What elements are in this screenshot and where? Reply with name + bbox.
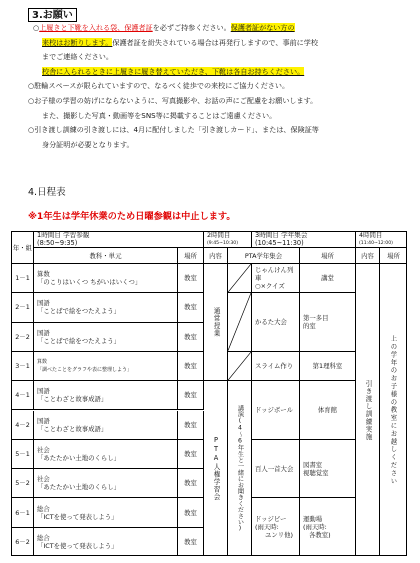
subject-cell: 国語 「ことばで絵をつたえよう」 [34, 293, 178, 322]
pta-blank-2 [228, 293, 252, 352]
subject-cell: 総合 「ICTを使って発表しよう」 [34, 498, 178, 527]
subject-cell: 国語 「ことわざと故事成語」 [34, 411, 178, 440]
request-pickup: ○引き渡し訓練の引き渡しには、4月に配付しました「引き渡しカード」、または、保険証等 [28, 125, 319, 135]
p2-pta-human-rights: PTA人権学習会 [204, 381, 228, 556]
pta-activity-dodgeball: ドッジボール [252, 381, 300, 440]
header-place1: 場所 [178, 248, 204, 264]
p4-pickup-drill: 引き渡し訓練実施 [356, 264, 380, 556]
pta-blank-1 [228, 264, 252, 293]
header-period1: 1時間目 学習参観 (8:50~9:35) [34, 232, 204, 248]
pta-activity-janken: じゃんけん列車 ○×クイズ [252, 264, 300, 293]
p2-regular-class: 通常授業 [204, 264, 228, 381]
pta-place-ground: 運動場 (雨天時: 各教室) [300, 498, 356, 556]
grade-cell: 6－2 [12, 528, 34, 556]
grade-cell: 4－2 [12, 411, 34, 440]
section-3: 3.お願い ○上履きと下靴を入れる袋、保護者証を必ずご持参ください。保護者証がない方の 来校はお断りします。保護者証を紛失されている場合は再発行しますので、事前に学校 までご連絡ください。 校舎に入られるときに上履きに履き替えていただき、下靴は各自お持ちください。 ○駐輪スペースが限られていますので、なるべく徒歩での来校にご協力ください。 ○お子様の学習の妨げにならないように、写真撮影や、お話の声にご配慮をお願いします。 また、撮影した写真・動画等をSNS等に掲載することはご遠慮ください。 ○引き渡し訓練の引き渡しには、4月に配付しました「引き渡しカード」、または、保険証等 身分証明が必要となります。 [28, 3, 400, 152]
place-cell: 教室 [178, 440, 204, 469]
section-4-title: 4.日程表 [28, 187, 66, 198]
grade1-notice: ※1年生は学年休業のため日曜参観は中止します。 [28, 211, 236, 222]
place-cell: 教室 [178, 469, 204, 498]
pta-place-gym: 体育館 [300, 381, 356, 440]
pta-activity-slime: スライム作り [252, 352, 300, 381]
pta-activity-karuta: かるた大会 [252, 293, 300, 352]
section-3-title: 3.お願い [28, 8, 77, 22]
grade-cell: 2－1 [12, 293, 34, 322]
place-cell: 教室 [178, 323, 204, 352]
pta-place-kodo: 講堂 [300, 264, 356, 293]
header-place4: 場所 [380, 248, 407, 264]
header-pta: PTA学年集会 [228, 248, 300, 264]
header-place3: 場所 [300, 248, 356, 264]
pta-place-science: 第1理科室 [300, 352, 356, 381]
pta-place-multipurpose: 第一多目 的室 [300, 293, 356, 352]
grade-cell: 2－2 [12, 323, 34, 352]
subject-cell: 社会 「あたたかい土地のくらし」 [34, 469, 178, 498]
header-content4: 内容 [356, 248, 380, 264]
schedule-table [11, 231, 407, 556]
subject-cell: 算数 「調べたことをグラフや表に整理しよう」 [34, 352, 178, 381]
grade-cell: 5－2 [12, 469, 34, 498]
request-bicycle: ○駐輪スペースが限られていますので、なるべく徒歩での来校にご協力ください。 [28, 81, 290, 91]
header-grade: 年・組 [12, 232, 34, 264]
grade-cell: 1－1 [12, 264, 34, 293]
pta-activity-hyakunin: 百人一首大会 [252, 440, 300, 499]
subject-cell: 国語 「ことばで絵をつたえよう」 [34, 323, 178, 352]
header-period3: 3時間目 学年集会 (10:45~11:30) [252, 232, 356, 248]
place-cell: 教室 [178, 411, 204, 440]
grade-cell: 6－1 [12, 498, 34, 527]
grade-cell: 5－1 [12, 440, 34, 469]
header-period2: 2時間目 (9:45~10:30) [204, 232, 252, 248]
place-cell: 教室 [178, 264, 204, 293]
header-subject: 教科・単元 [34, 248, 178, 264]
grade-cell: 3－1 [12, 352, 34, 381]
pta-activity-dodgebee: ドッジビー (雨天時: ユンリ他) [252, 498, 300, 556]
place-cell: 教室 [178, 528, 204, 556]
grade-cell: 4－1 [12, 381, 34, 410]
p3-lecture: 講演(4～6年生と一緒にお聞きください) [228, 381, 252, 556]
subject-cell: 国語 「ことわざと故事成語」 [34, 381, 178, 410]
p4-place-note: 上の学年のお子様の教室にお越しください [389, 334, 398, 486]
subject-cell: 算数 「のこりはいくつ ちがいはいくつ」 [34, 264, 178, 293]
pta-place-library: 図書室 視聴覚室 [300, 440, 356, 499]
header-content2: 内容 [204, 248, 228, 264]
place-cell: 教室 [178, 352, 204, 381]
pta-blank-3 [228, 352, 252, 381]
place-cell: 教室 [178, 293, 204, 322]
request-shoes-pass: ○上履きと下靴を入れる袋、保護者証を必ずご持参ください。保護者証がない方の [33, 23, 295, 32]
place-cell: 教室 [178, 498, 204, 527]
request-photo: ○お子様の学習の妨げにならないように、写真撮影や、お話の声にご配慮をお願いします。 [28, 95, 318, 105]
header-period4: 4時間目 (11:40~12:00) [356, 232, 407, 248]
place-cell: 教室 [178, 381, 204, 410]
subject-cell: 総合 「ICTを使って発表しよう」 [34, 528, 178, 556]
subject-cell: 社会 「あたたかい土地のくらし」 [34, 440, 178, 469]
